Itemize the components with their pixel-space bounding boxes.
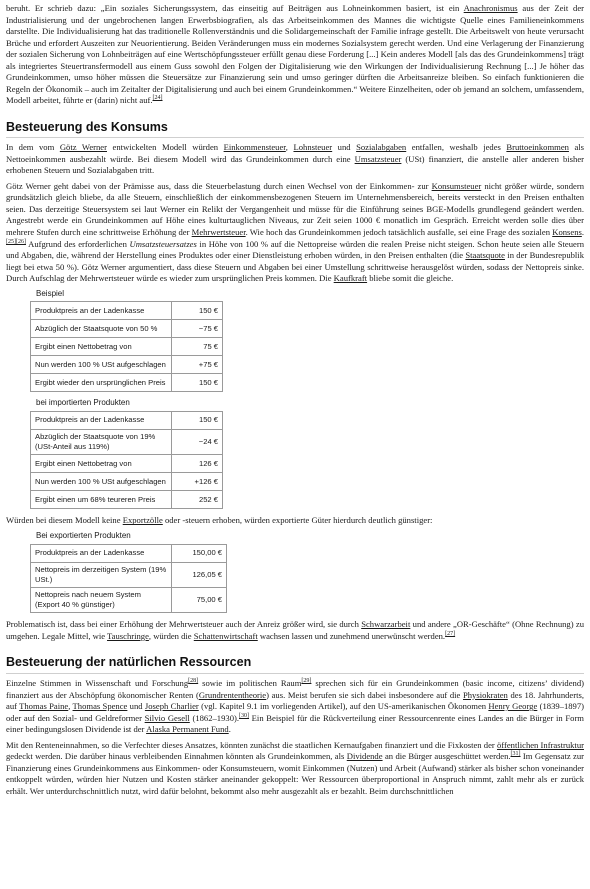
table-row	[31, 562, 227, 587]
text-run: . Wie hoch das Grundeinkommen jedoch tatsächlich ausfalle, sei eine Frage des sozialen	[245, 227, 553, 237]
link-anachronismus[interactable]: Anachronismus	[463, 3, 518, 13]
link-lohnsteuer[interactable]: Lohnsteuer	[293, 142, 333, 153]
text-run: ,	[285, 142, 294, 153]
link-oeffentliche-infrastruktur[interactable]: öffentlichen Infrastruktur	[496, 739, 584, 750]
link-silvio-gesell[interactable]: Silvio Gesell	[144, 712, 190, 723]
footnote-ref-25-26[interactable]: [25][26]	[6, 238, 26, 245]
text-run: sowie im politischen Raum	[198, 678, 302, 689]
table-row	[31, 491, 223, 509]
text-run: (USt) finanziert, die anstelle aller anderen bisher erhobenen Steuern und Sozialabgaben tritt.	[6, 153, 584, 176]
text-run: ,	[68, 701, 73, 712]
table-row	[31, 473, 223, 491]
table-row	[31, 302, 223, 320]
link-umsatzsteuer[interactable]: Umsatzsteuer	[354, 153, 402, 164]
table-row	[31, 374, 223, 392]
table-cell-label: Nun werden 100 % USt aufgeschlagen	[31, 356, 172, 374]
link-kaufkraft[interactable]: Kaufkraft	[333, 273, 368, 284]
link-konsumsteuer[interactable]: Konsumsteuer	[431, 180, 482, 191]
table-cell-value: +126 €	[172, 473, 223, 491]
table-cell-value: 150,00 €	[172, 544, 227, 562]
italic-term: Umsatzsteuersatzes	[129, 238, 197, 249]
table-cell-value: +75 €	[172, 356, 223, 374]
table-cell-value: 126 €	[172, 455, 223, 473]
link-henry-george[interactable]: Henry George	[488, 701, 538, 712]
text-run: gedeckt werden. Die darüber hinaus verbleibenden Einnahmen könnten als Grundeinkommen, als	[6, 751, 347, 762]
text-run: in der Bundesrepublik liegt bei etwa 50 %). Götz Werner argumentiert, dass diese Steuern und Abgaben bei einer Umstellung schrittweise herausgelöst würden, sodass der Nettopreis sinke. Durch Aufschlag der Mehrwertsteuer würde es wieder zum ursprünglichen Preis kommen. Die	[6, 250, 584, 284]
link-einkommensteuer[interactable]: Einkommensteuer	[223, 142, 286, 153]
link-tauschringe[interactable]: Tauschringe	[107, 630, 149, 641]
link-schattenwirtschaft[interactable]: Schattenwirtschaft	[193, 630, 258, 641]
text-run: des 18. Jahrhunderts, auf	[6, 689, 584, 712]
intro-paragraph	[6, 3, 584, 107]
link-alaska-permanent-fund[interactable]: Alaska Permanent Fund	[146, 724, 229, 735]
table-row	[31, 356, 223, 374]
text-run: wachsen lassen und zunehmend unerwünscht werden.	[257, 630, 446, 641]
link-dividende[interactable]: Dividende	[346, 751, 383, 762]
link-mehrwertsteuer[interactable]: Mehrwertsteuer	[191, 227, 246, 237]
export-table-block	[30, 531, 584, 613]
table-cell-label: Produktpreis an der Ladenkasse	[31, 412, 172, 430]
footnote-ref-28[interactable]: [28]	[188, 678, 199, 685]
link-joseph-charlier[interactable]: Joseph Charlier	[144, 701, 199, 712]
footnote-ref-31[interactable]: [31]	[510, 751, 521, 758]
example-table-block	[30, 289, 584, 393]
text-run: und	[332, 142, 357, 153]
text-run: entfallen, weshalb jedes	[406, 142, 507, 153]
konsum-paragraph-1	[6, 142, 584, 177]
table-cell-label: Produktpreis an der Ladenkasse	[31, 302, 172, 320]
text-run: und andere „OR-Geschäfte“ (Ohne Rechnung) zu umgehen. Legale Mittel, wie	[6, 619, 584, 641]
text-run: In dem vom	[6, 142, 60, 153]
table-cell-value: 252 €	[172, 491, 223, 509]
text-run: bliebe somit die gleiche.	[367, 273, 454, 284]
text-run: Mit den Renteneinnahmen, so die Verfechter dieses Ansatzes, könnten zunächst die staatlichen Kernaufgaben finanziert und die Fixkosten der	[6, 739, 497, 750]
text-run: aus der Zeit der Industrialisierung und der ungebrochenen langen Erwerbsbiografien, als das Arbeitseinkommen des Mannes die wichtigste Quelle eines Familieneinkommens darstellte. Die Individualisierung hat das traditionelle Rollenverständnis und die Solidargemeinschaft der Familie infrage gestellt. Die Arbeitswelt von heute verursacht Brüche und erfordert Auszeiten zur Neuorientierung. Beiden Veränderungen muss ein modernes Sozialsystem gerecht werden. Und eine Verlagerung der Finanzierung der sozialen Sicherung von Lohnbeiträgen auf eine Wertschöpfungssteuer erfüllt genau diese Forderung [...] Kein anderes Modell [als das des Grundeinkommens] trägt als integriertes Steuertransfermodell aus einem Guss sowohl den Folgen der Digitalisierung wie den Wirkungen der Individualisierung Rechnung [...] Je höher das Grundeinkommen, umso höher müssen die Steuersätze zur Finanzierung sein und umso geringer dürften die Arbeitsanreize bleiben. So einfach funktionieren die Regeln der Ökonomik – auch im Zeitalter der Digitalisierung und auch bei einem Grundeinkommen.“ Weitere Einzelheiten, oder ob jemand an solchem, umfassendem, Modell arbeitet, führte er (darin) nicht auf.	[6, 3, 584, 106]
import-table	[30, 411, 223, 509]
table-row	[31, 338, 223, 356]
link-bruttoeinkommen[interactable]: Bruttoeinkommen	[506, 142, 569, 153]
text-run: nicht größer würde, sondern grundsätzlich gleich bliebe, da alle Steuern, einschließlich der einkommensbezogenen Steuern im Unternehmensbereich, bereits versteckt in den Preisen enthalten seien. Das derzeitige Steuersystem sei laut Werner ein Relikt der Vergangenheit und müsse für die Einführung seines BGE-Modells grundlegend geändert werden. Angestrebt werde ein Grundeinkommen auf Höhe eines kulturtauglichen Niveaus, zur Zeit seien 1000 € monatlich im Gespräch. Erreicht werden solle dies über mehrere Stufen durch eine schrittweise Erhöhung der	[6, 180, 584, 237]
text-run: und	[127, 701, 145, 712]
text-run: sprechen sich für ein Grundeinkommen (basic income, citizens’ dividend) finanziert aus der Abschöpfung ökonomischer Renten (	[6, 678, 584, 700]
text-run: (vgl. Kapitel 9.1 im vorliegenden Artikel), auf den US-amerikanischen Ökonomen	[198, 701, 489, 712]
table-cell-value: 150 €	[172, 302, 223, 320]
text-run: Götz Werner geht dabei von der Prämisse aus, dass die Steuerbelastung durch einen Wechsel von der Einkommen- zur	[6, 180, 432, 191]
table-row	[31, 544, 227, 562]
table-caption: Beispiel	[36, 288, 65, 298]
konsum-paragraph-4	[6, 619, 584, 642]
link-staatsquote[interactable]: Staatsquote	[465, 250, 505, 261]
link-physiokraten[interactable]: Physiokraten	[462, 689, 508, 700]
text-run: Aufgrund des erforderlichen	[26, 238, 130, 249]
table-row	[31, 587, 227, 612]
text-run: , würden die	[148, 630, 194, 641]
table-cell-label: Nettopreis im derzeitigen System (19% USt.)	[31, 562, 172, 587]
table-caption: bei importierten Produkten	[36, 398, 130, 408]
text-run: in Höhe von 100 % auf die Nettopreise würden die realen Preise nicht steigen. Schon heute seien alle Steuern und Abgaben, die, während der Herstellung eines Produktes oder einer Dienstleistung erhoben würden, in den Preisen enthalten (die	[6, 238, 585, 261]
table-cell-label: Produktpreis an der Ladenkasse	[31, 544, 172, 562]
table-cell-value: 75,00 €	[172, 587, 227, 612]
import-table-block	[30, 398, 584, 509]
text-run: oder -steuern erhoben, würden exportierte Güter hierdurch deutlich günstiger:	[162, 515, 433, 526]
table-cell-value: −75 €	[172, 320, 223, 338]
footnote-ref-27[interactable]: [27]	[445, 630, 456, 637]
footnote-ref-24[interactable]: [24]	[152, 95, 163, 102]
section-heading-ressourcen: Besteuerung der natürlichen Ressourcen	[6, 654, 584, 674]
footnote-ref-30[interactable]: [30]	[239, 712, 250, 719]
table-cell-label: Nettopreis nach neuem System (Export 40 % günstiger)	[31, 587, 172, 612]
text-run: beruht. Er schrieb dazu: „Ein soziales Sicherungssystem, das einseitig auf Beiträgen aus Lohneinkommen basiert, ist ein	[6, 3, 464, 13]
table-cell-value: 126,05 €	[172, 562, 227, 587]
table-row	[31, 430, 223, 455]
table-cell-label: Ergibt einen Nettobetrag von	[31, 455, 172, 473]
konsum-paragraph-2	[6, 181, 584, 285]
table-cell-value: 75 €	[172, 338, 223, 356]
table-cell-label: Ergibt einen um 68% teureren Preis	[31, 491, 172, 509]
text-run: (1862–1930).	[189, 712, 240, 723]
table-cell-label: Nun werden 100 % USt aufgeschlagen	[31, 473, 172, 491]
export-table	[30, 544, 227, 614]
text-run: an die Bürger ausgeschüttet werden.	[382, 751, 511, 762]
table-cell-value: 150 €	[172, 374, 223, 392]
link-konsens[interactable]: Konsens	[552, 227, 582, 237]
ressourcen-paragraph-1	[6, 678, 584, 736]
link-thomas-spence[interactable]: Thomas Spence	[72, 701, 128, 712]
table-cell-label: Abzüglich der Staatsquote von 50 %	[31, 320, 172, 338]
link-grundrententheorie[interactable]: Grundrententheorie	[198, 689, 267, 700]
ressourcen-paragraph-2	[6, 740, 584, 798]
footnote-ref-29[interactable]: [29]	[301, 678, 312, 685]
link-exportzoelle[interactable]: Exportzölle	[122, 515, 163, 526]
text-run: Im Gegensatz zur Finanzierung eines Grundeinkommens aus Einkommen- oder Konsumsteuern, womit Einkommen (Nutzen) und Arbeit (Aufwand) stärker als bisher schon voneinander entkoppelt würden, würden hier Nutzen und Kosten stärker aneinander gekoppelt: Wer Ressourcen überproportional in Anspruch nimmt, zahlt mehr als er zurück erhält. Wer unterdurchschnittlich nutzt, wird dafür belohnt, bekommt also mehr ausgezahlt als er bezahlt. Beim durchschnittlichen	[6, 751, 585, 796]
text-run: als Nettoeinkommen ausbezahlt würde. Bei diesem Modell wird das Grundeinkommen durch eine	[6, 142, 585, 164]
example-table	[30, 301, 223, 392]
text-run: .	[581, 227, 584, 237]
text-run: Problematisch ist, dass bei einer Erhöhung der Mehrwertsteuer auch der Anreiz größer wird, sie durch	[6, 619, 362, 630]
text-run: Einzelne Stimmen in Wissenschaft und Forschung	[6, 678, 189, 689]
table-row	[31, 412, 223, 430]
text-run: entwickelten Modell würden	[106, 142, 224, 153]
table-cell-label: Abzüglich der Staatsquote von 19% (USt-Anteil aus 119%)	[31, 430, 172, 455]
text-run: Würden bei diesem Modell keine	[6, 515, 123, 526]
link-goetz-werner[interactable]: Götz Werner	[59, 142, 107, 153]
link-thomas-paine[interactable]: Thomas Paine	[19, 701, 69, 712]
link-schwarzarbeit[interactable]: Schwarzarbeit	[361, 619, 411, 630]
text-run: (1839–1897) oder auf den Sozial- und Geldreformer	[6, 701, 585, 723]
text-run: ) aus. Meist berufen sie sich dabei insbesondere auf die	[266, 689, 463, 700]
section-heading-konsum: Besteuerung des Konsums	[6, 119, 584, 139]
link-sozialabgaben[interactable]: Sozialabgaben	[356, 142, 407, 153]
table-cell-value: 150 €	[172, 412, 223, 430]
table-row	[31, 320, 223, 338]
text-run: Ein Beispiel für die Rückverteilung einer Ressourcenrente eines Landes an die Bürger in Form einer bedingungslosen Dividende ist der	[6, 712, 584, 735]
text-run: .	[228, 724, 231, 735]
konsum-paragraph-3	[6, 515, 584, 527]
table-caption: Bei exportierten Produkten	[36, 530, 131, 540]
table-row	[31, 455, 223, 473]
table-cell-label: Ergibt einen Nettobetrag von	[31, 338, 172, 356]
table-cell-label: Ergibt wieder den ursprünglichen Preis	[31, 374, 172, 392]
table-cell-value: −24 €	[172, 430, 223, 455]
